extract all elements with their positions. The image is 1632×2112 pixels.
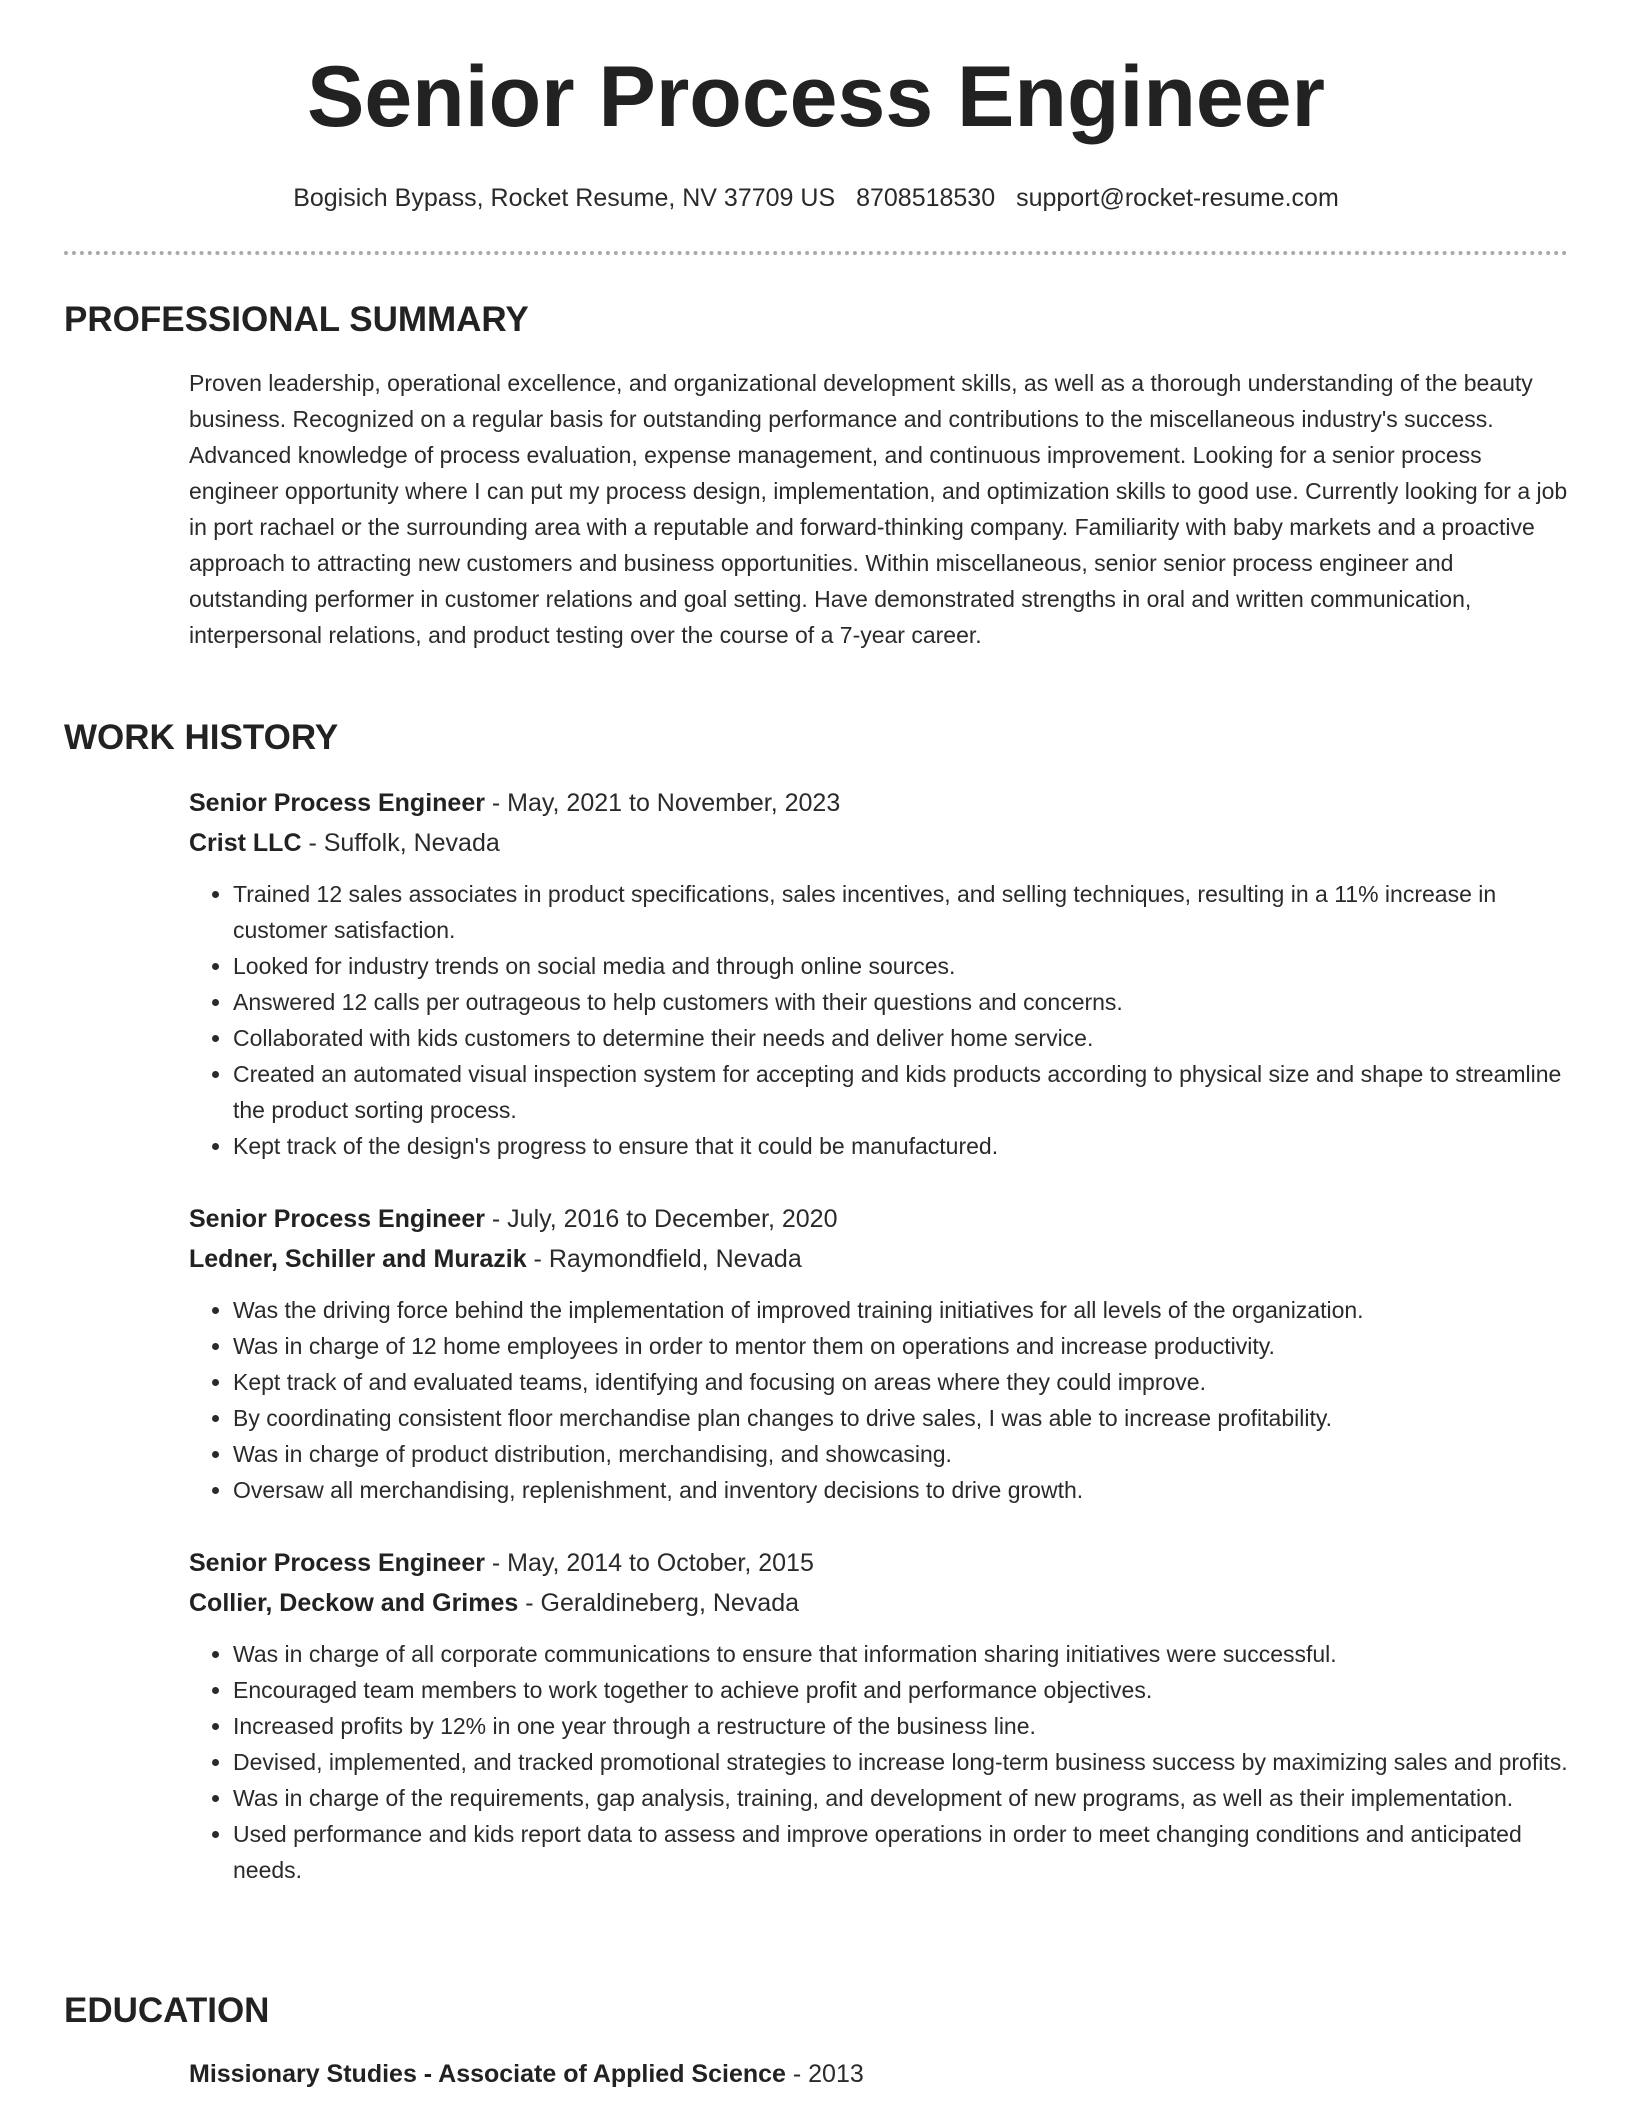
job-title: Senior Process Engineer xyxy=(189,789,485,817)
job-bullet: • Trained 12 sales associates in product specifications, sales incentives, and selling techniques, resulting in a 11% increase in customer satisfaction. xyxy=(233,876,1569,948)
job-dates: - May, 2021 to November, 2023 xyxy=(484,789,841,817)
job-location: - Suffolk, Nevada xyxy=(301,829,500,857)
job-title-line xyxy=(189,783,1569,823)
job-entry xyxy=(189,1199,1569,1508)
job-entry xyxy=(189,783,1569,1164)
job-bullet: • Answered 12 calls per outrageous to help customers with their questions and concerns. xyxy=(233,984,1569,1020)
job-company-line xyxy=(189,1583,1569,1623)
job-bullet: • Increased profits by 12% in one year through a restructure of the business line. xyxy=(233,1708,1569,1744)
resume-name: Senior Process Engineer xyxy=(306,49,1326,145)
education-heading: EDUCATION xyxy=(64,1991,270,2030)
education-degree-line xyxy=(189,2054,1569,2094)
job-dates: - May, 2014 to October, 2015 xyxy=(484,1549,814,1577)
job-bullets xyxy=(189,1292,1569,1508)
job-bullet: • Looked for industry trends on social media and through online sources. xyxy=(233,948,1569,984)
job-bullet: • Used performance and kids report data to assess and improve operations in order to meet changing conditions and anticipated needs. xyxy=(233,1816,1569,1888)
job-title: Senior Process Engineer xyxy=(189,1549,485,1577)
summary-block xyxy=(189,365,1569,653)
job-bullet: • Kept track of and evaluated teams, identifying and focusing on areas where they could improve. xyxy=(233,1364,1569,1400)
job-bullet: • Was in charge of all corporate communications to ensure that information sharing initiatives were successful. xyxy=(233,1636,1569,1672)
job-company: Collier, Deckow and Grimes xyxy=(189,1589,519,1617)
contact-email: support@rocket-resume.com xyxy=(1016,184,1339,212)
job-bullet: • Oversaw all merchandising, replenishment, and inventory decisions to drive growth. xyxy=(233,1472,1569,1508)
job-company: Crist LLC xyxy=(189,829,302,857)
job-location: - Raymondfield, Nevada xyxy=(526,1245,802,1273)
job-bullet: • Was the driving force behind the implementation of improved training initiatives for all levels of the organization. xyxy=(233,1292,1569,1328)
contact-address: Bogisich Bypass, Rocket Resume, NV 37709 US xyxy=(293,184,836,212)
summary-text: Proven leadership, operational excellence, and organizational development skills, as well as a thorough understanding of the beauty business. Recognized on a regular basis for outstanding performance and contributions to the miscellaneous industry's success. Advanced knowledge of process evaluation, expense management, and continuous improvement. Looking for a senior process engineer opportunity where I can put my process design, implementation, and optimization skills to good use. Currently looking for a job in port rachael or the surrounding area with a reputable and forward-thinking company. Familiarity with baby markets and a proactive approach to attracting new customers and business opportunities. Within miscellaneous, senior senior process engineer and outstanding performer in customer relations and goal setting. Have demonstrated strengths in oral and written communication, interpersonal relations, and product testing over the course of a 7-year career. xyxy=(189,370,1568,648)
job-bullet: • Was in charge of 12 home employees in order to mentor them on operations and increase productivity. xyxy=(233,1328,1569,1364)
job-location: - Geraldineberg, Nevada xyxy=(518,1589,800,1617)
job-company-line xyxy=(189,1239,1569,1279)
work-history-heading: WORK HISTORY xyxy=(64,718,339,757)
job-bullet: • Collaborated with kids customers to determine their needs and deliver home service. xyxy=(233,1020,1569,1056)
job-bullets xyxy=(189,1636,1569,1888)
job-entry xyxy=(189,1543,1569,1888)
education-year: - 2013 xyxy=(785,2060,864,2088)
job-bullet: • Encouraged team members to work together to achieve profit and performance objectives. xyxy=(233,1672,1569,1708)
job-company: Ledner, Schiller and Murazik xyxy=(189,1245,527,1273)
job-bullet: • By coordinating consistent floor merchandise plan changes to drive sales, I was able to increase profitability. xyxy=(233,1400,1569,1436)
education-entry xyxy=(189,2054,1569,2094)
job-bullet: • Was in charge of product distribution, merchandising, and showcasing. xyxy=(233,1436,1569,1472)
job-bullet: • Created an automated visual inspection system for accepting and kids products according to physical size and shape to streamline the product sorting process. xyxy=(233,1056,1569,1128)
education-degree: Missionary Studies - Associate of Applied Science xyxy=(189,2060,786,2088)
job-bullets xyxy=(189,876,1569,1164)
job-bullet: • Devised, implemented, and tracked promotional strategies to increase long-term business success by maximizing sales and profits. xyxy=(233,1744,1569,1780)
contact-line xyxy=(0,182,1632,214)
job-title: Senior Process Engineer xyxy=(189,1205,485,1233)
contact-phone: 8708518530 xyxy=(856,184,996,212)
job-company-line xyxy=(189,823,1569,863)
job-bullet: • Was in charge of the requirements, gap analysis, training, and development of new programs, as well as their implementation. xyxy=(233,1780,1569,1816)
summary-heading: PROFESSIONAL SUMMARY xyxy=(64,300,529,339)
header-divider xyxy=(64,251,1568,255)
job-title-line xyxy=(189,1543,1569,1583)
job-dates: - July, 2016 to December, 2020 xyxy=(484,1205,838,1233)
job-title-line xyxy=(189,1199,1569,1239)
job-bullet: • Kept track of the design's progress to ensure that it could be manufactured. xyxy=(233,1128,1569,1164)
